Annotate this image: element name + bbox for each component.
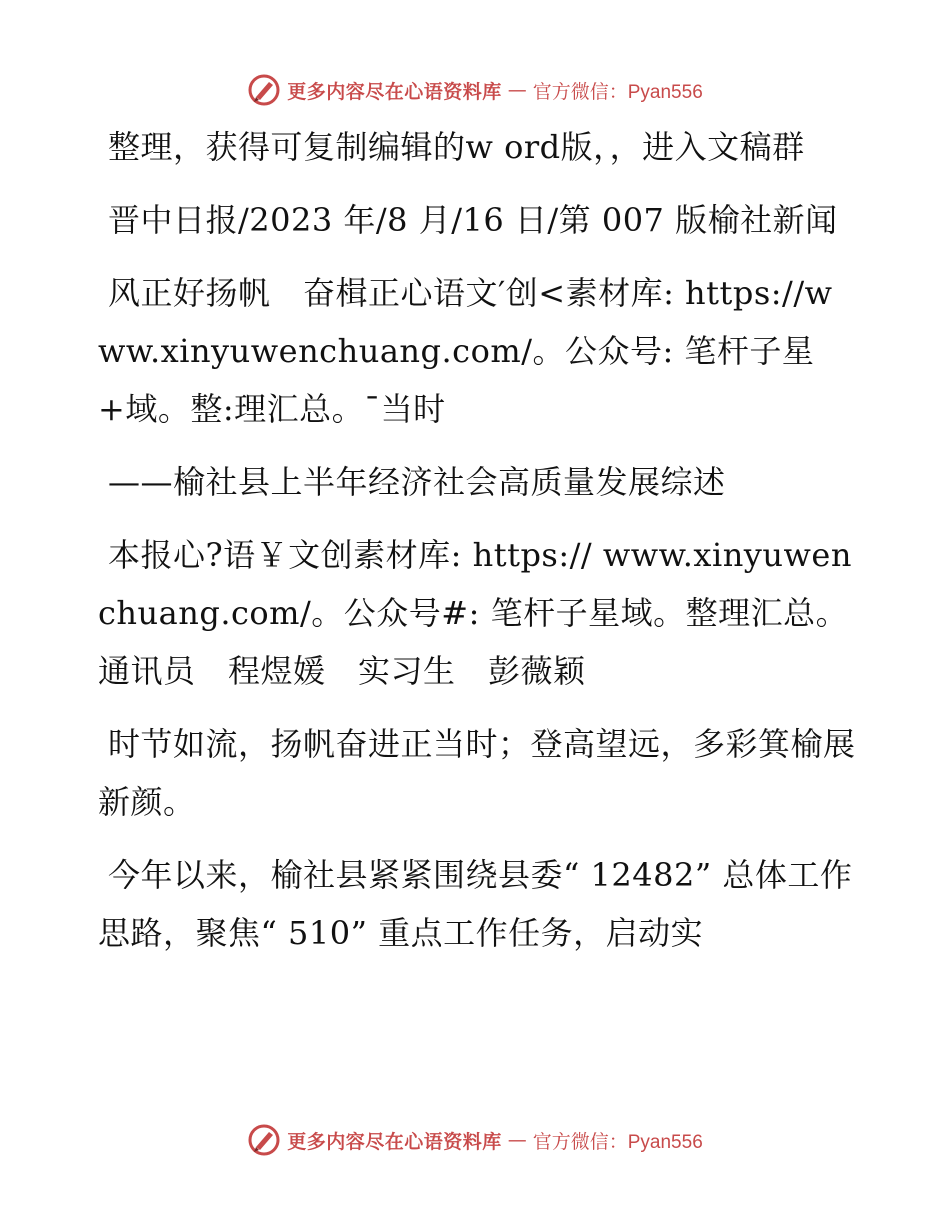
banner-text: 更多内容尽在心语资料库 (287, 80, 502, 103)
paragraph-text: ——榆社县上半年经济社会高质量发展综述 (108, 463, 726, 501)
paragraph-text: 晋中日报/2023 年/8 月/16 日/第 007 版榆社新闻 (108, 201, 838, 239)
paragraph (98, 846, 858, 962)
paragraph (98, 191, 858, 249)
paragraph-text: 风正好扬帆 奋楫正心语文′创<素材库: https://www.xinyuwenchuang.com/。公众号: 笔杆子星+域。整:理汇总。¯当时 (98, 274, 833, 428)
banner-text: 更多内容尽在心语资料库 (287, 1130, 502, 1153)
pen-logo-icon (247, 73, 281, 107)
document-body (98, 118, 858, 977)
paragraph (98, 526, 858, 700)
banner-dash: — (507, 79, 527, 101)
paragraph-text: 本报心?语￥文创素材库: https:// www.xinyuwenchuang.com/。公众号#: 笔杆子星域。整理汇总。通讯员 程煜媛 实习生 彭薇颖 (98, 536, 852, 690)
banner-wechat: 官方微信：Pyan556 (532, 81, 703, 103)
banner-wechat: 官方微信：Pyan556 (532, 1131, 703, 1153)
header-watermark-banner (0, 70, 950, 110)
paragraph-text: 今年以来，榆社县紧紧围绕县委“ 12482” 总体工作思路，聚焦“ 510” 重点工作任务，启动实 (98, 856, 853, 952)
paragraph (98, 264, 858, 438)
pen-logo-icon (247, 1123, 281, 1157)
paragraph-text: 整理，获得可复制编辑的w ord版，，进入文稿群 (108, 128, 805, 166)
banner-dash: — (507, 1129, 527, 1151)
paragraph (98, 453, 858, 511)
paragraph (98, 715, 858, 831)
paragraph (98, 118, 858, 176)
footer-watermark-banner (0, 1120, 950, 1160)
paragraph-text: 时节如流，扬帆奋进正当时；登高望远，多彩箕榆展新颜。 (98, 725, 856, 821)
